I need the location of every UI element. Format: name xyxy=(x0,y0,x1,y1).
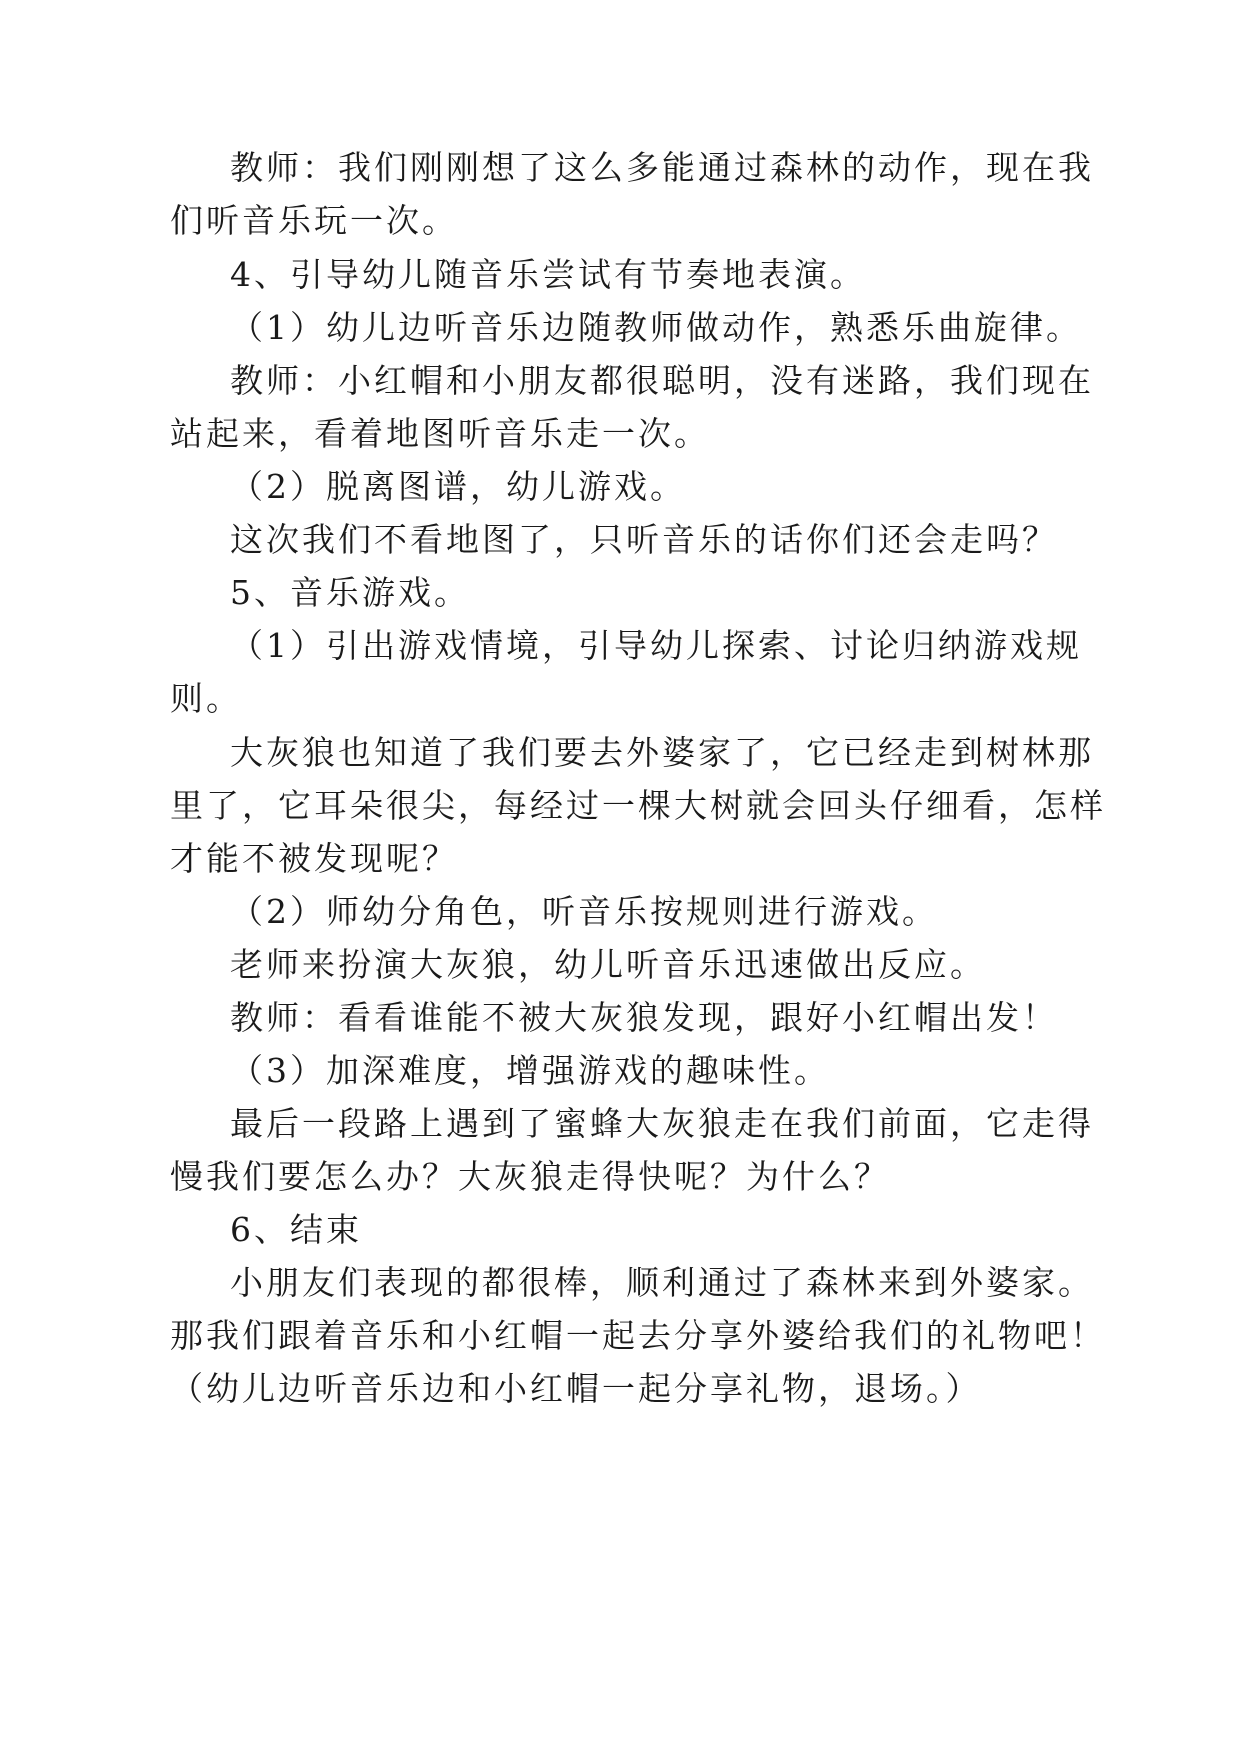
text-line: （1）幼儿边听音乐边随教师做动作，熟悉乐曲旋律。 xyxy=(230,308,1082,347)
text-line: 4、引导幼儿随音乐尝试有节奏地表演。 xyxy=(230,255,866,294)
text-line: 教师：我们刚刚想了这么多能通过森林的动作，现在我 xyxy=(230,148,1094,187)
text-line: 5、音乐游戏。 xyxy=(230,573,470,612)
text-line: 老师来扮演大灰狼，幼儿听音乐迅速做出反应。 xyxy=(230,945,986,984)
text-line: 则。 xyxy=(170,679,242,718)
text-line: 大灰狼也知道了我们要去外婆家了，它已经走到树林那 xyxy=(230,733,1094,772)
text-line: 那我们跟着音乐和小红帽一起去分享外婆给我们的礼物吧！ xyxy=(170,1316,1106,1355)
text-line: （1）引出游戏情境，引导幼儿探索、讨论归纳游戏规 xyxy=(230,626,1082,665)
text-line: 这次我们不看地图了，只听音乐的话你们还会走吗？ xyxy=(230,520,1058,559)
text-line: 们听音乐玩一次。 xyxy=(170,201,458,240)
text-line: （3）加深难度，增强游戏的趣味性。 xyxy=(230,1051,830,1090)
text-line: 站起来，看着地图听音乐走一次。 xyxy=(170,414,710,453)
text-line: 6、结束 xyxy=(230,1210,362,1249)
text-line: （幼儿边听音乐边和小红帽一起分享礼物，退场。） xyxy=(170,1369,982,1408)
text-line: （2）脱离图谱，幼儿游戏。 xyxy=(230,467,686,506)
text-line: 小朋友们表现的都很棒，顺利通过了森林来到外婆家。 xyxy=(230,1263,1094,1302)
text-line: 才能不被发现呢？ xyxy=(170,839,458,878)
text-line: 教师：小红帽和小朋友都很聪明，没有迷路，我们现在 xyxy=(230,361,1094,400)
text-line: 最后一段路上遇到了蜜蜂大灰狼走在我们前面，它走得 xyxy=(230,1104,1094,1143)
text-line: 教师：看看谁能不被大灰狼发现，跟好小红帽出发！ xyxy=(230,998,1058,1037)
text-line: 慢我们要怎么办？大灰狼走得快呢？为什么？ xyxy=(170,1157,890,1196)
text-line: （2）师幼分角色，听音乐按规则进行游戏。 xyxy=(230,892,938,931)
text-line: 里了，它耳朵很尖，每经过一棵大树就会回头仔细看，怎样 xyxy=(170,786,1106,825)
